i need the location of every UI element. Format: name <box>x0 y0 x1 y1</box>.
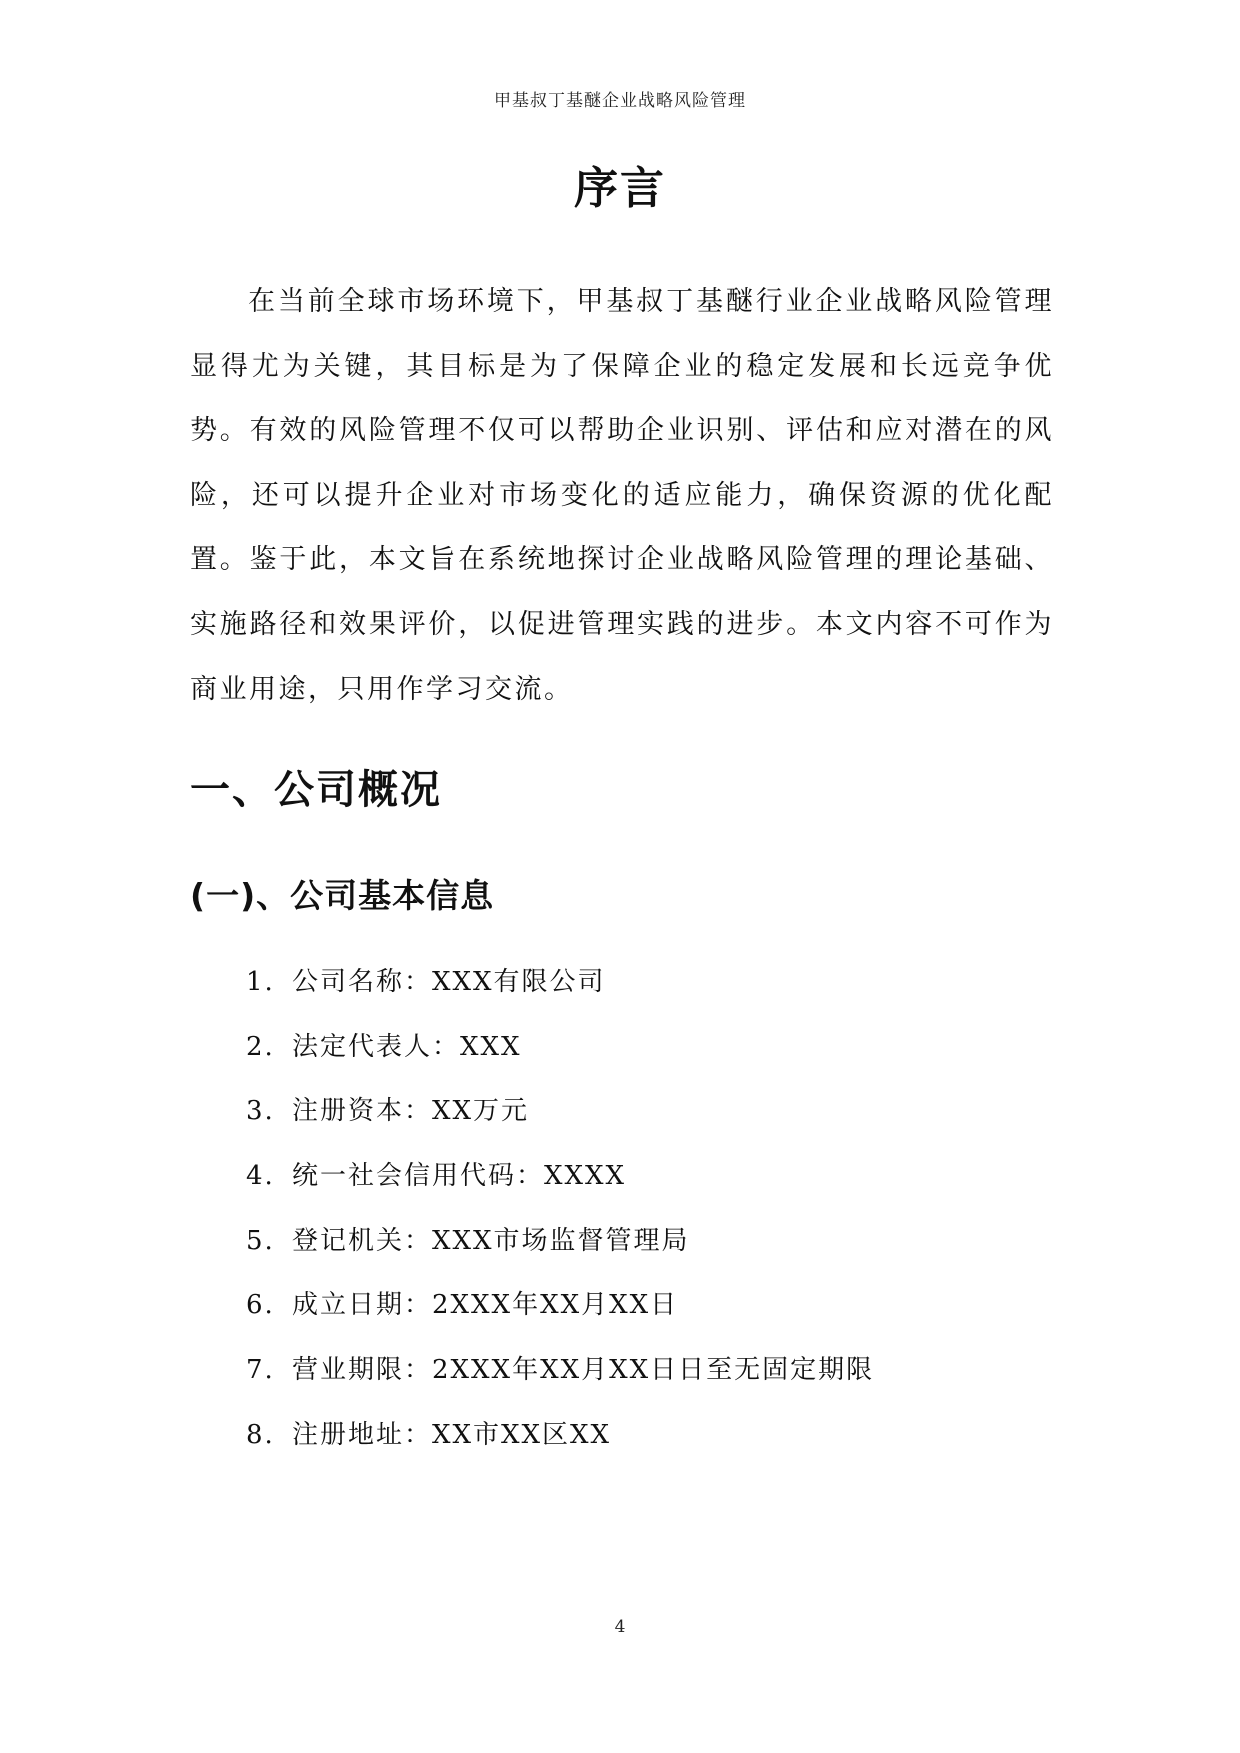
list-item-text: 注册资本：XX万元 <box>292 1096 530 1127</box>
list-item <box>246 1156 874 1221</box>
preface-title: 序言 <box>574 163 666 214</box>
list-item-text: 营业期限：2XXX年XX月XX日日至无固定期限 <box>292 1355 875 1386</box>
list-item-number: 8. <box>246 1419 275 1450</box>
list-item-text: 公司名称：XXX有限公司 <box>292 967 606 997</box>
list-item-number: 4. <box>246 1161 275 1192</box>
page-number: 4 <box>614 1617 626 1637</box>
subsection-heading-basic-info: (一)、公司基本信息 <box>190 876 495 915</box>
list-item <box>246 1285 874 1350</box>
list-item-text: 法定代表人：XXX <box>292 1031 522 1062</box>
list-item-text: 注册地址：XX市XX区XX <box>292 1419 612 1450</box>
section-heading-company-overview: 一、公司概况 <box>190 767 442 813</box>
list-item-text: 登记机关：XXX市场监督管理局 <box>292 1225 690 1256</box>
list-item-text: 成立日期：2XXX年XX月XX日 <box>292 1290 679 1321</box>
list-item-number: 5. <box>246 1225 275 1256</box>
list-item-text: 统一社会信用代码：XXXX <box>292 1161 627 1192</box>
list-item <box>246 1027 874 1092</box>
preface-paragraph: 在当前全球市场环境下，甲基叔丁基醚行业企业战略风险管理显得尤为关键，其目标是为了保障企业的稳定发展和长远竞争优势。有效的风险管理不仅可以帮助企业识别、评估和应对潜在的风险，还可以提升企业对市场变化的适应能力，确保资源的优化配置。鉴于此，本文旨在系统地探讨企业战略风险管理的理论基础、实施路径和效果评价，以促进管理实践的进步。本文内容不可作为商业用途，只用作学习交流。 <box>190 286 1054 705</box>
list-item <box>246 962 874 1027</box>
list-item-number: 6. <box>246 1290 275 1321</box>
company-info-list <box>246 962 874 1480</box>
list-item <box>246 1091 874 1156</box>
list-item <box>246 1415 874 1480</box>
list-item-number: 2. <box>246 1031 275 1062</box>
list-item <box>246 1221 874 1286</box>
list-item-number: 1. <box>246 967 275 997</box>
list-item-number: 3. <box>246 1096 275 1127</box>
page-header: 甲基叔丁基醚企业战略风险管理 <box>494 91 746 111</box>
list-item <box>246 1350 874 1415</box>
list-item-number: 7. <box>246 1355 275 1386</box>
